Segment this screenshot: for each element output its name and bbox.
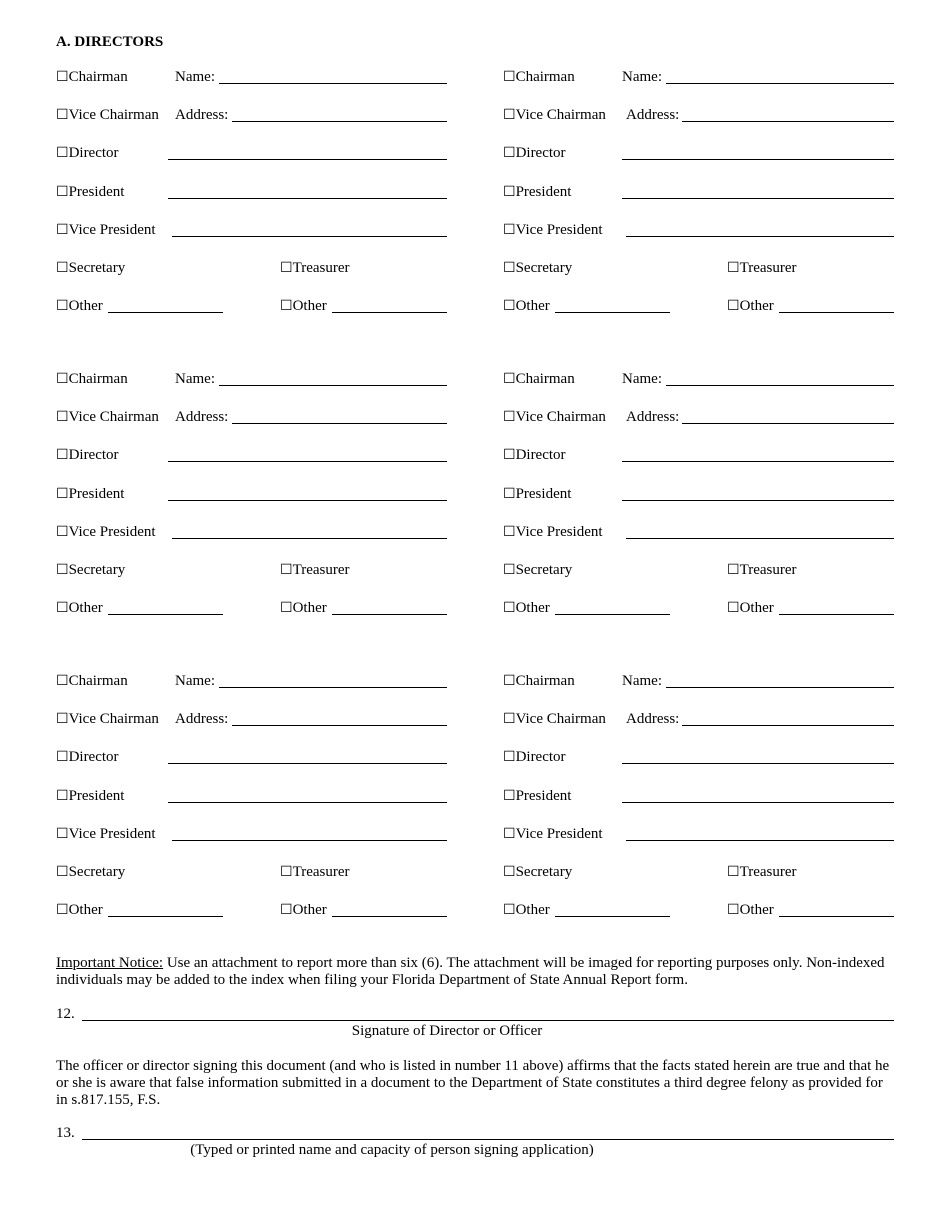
other-row-2 [727,598,774,618]
secretary-label: Secretary [68,864,126,880]
checkbox-icon: ☐ [56,865,69,880]
checkbox-icon: ☐ [503,410,516,425]
director-label: Director [515,145,566,161]
checkbox-icon: ☐ [503,903,516,918]
checkbox-icon: ☐ [56,827,69,842]
chairman-label: Chairman [515,673,575,689]
treasurer-checkbox[interactable] [727,862,797,883]
vice-chairman-label: Vice Chairman [515,409,606,425]
director-checkbox[interactable] [503,143,566,164]
address-line-4[interactable] [172,538,447,539]
vice-chairman-label: Vice Chairman [68,107,159,123]
other-checkbox[interactable] [56,900,103,921]
vice-chairman-label: Vice Chairman [68,409,159,425]
checkbox-icon: ☐ [56,903,69,918]
checkbox-icon: ☐ [280,601,293,616]
other-checkbox[interactable] [503,598,550,619]
name-input-line[interactable] [219,385,447,386]
chairman-checkbox[interactable] [56,67,128,88]
vice-president-checkbox[interactable] [503,824,603,845]
president-label: President [68,184,125,200]
secretary-checkbox[interactable] [56,258,125,279]
checkbox-icon: ☐ [56,410,69,425]
secretary-row [503,560,572,580]
name-input-line[interactable] [666,83,894,84]
name-input-line[interactable] [666,385,894,386]
other-label: Other [515,298,550,314]
checkbox-icon: ☐ [503,70,516,85]
affirmation-text: The officer or director signing this document (and who is listed in number 11 above) affirms that the facts stated herein are true and that he or she is aware that false information submitted in a document to the Department of State constitutes a third degree felony as provided for in s.817.155, F.S. [56,1058,890,1108]
address-label: Address: [626,409,680,425]
printed-name-line[interactable] [82,1139,894,1140]
other-2-label: Other [739,600,774,616]
other-label: Other [68,902,103,918]
checkbox-icon: ☐ [56,448,69,463]
name-input-line[interactable] [666,687,894,688]
director-row [503,747,566,767]
director-block [503,671,894,941]
other-row-2 [280,900,327,920]
director-checkbox[interactable] [503,445,566,466]
checkbox-icon: ☐ [503,108,516,123]
other-2-checkbox[interactable] [280,296,327,317]
secretary-row [56,258,125,278]
chairman-label: Chairman [515,69,575,85]
printed-name-caption: (Typed or printed name and capacity of person signing application) [190,1142,594,1158]
other-row [56,296,103,316]
secretary-row [56,862,125,882]
address-line-3[interactable] [168,198,447,199]
treasurer-row [280,862,350,882]
secretary-row [503,862,572,882]
other-label: Other [515,902,550,918]
vice-chairman-checkbox[interactable] [503,709,606,730]
other-row-2 [280,296,327,316]
other-input-line-2[interactable] [332,916,447,917]
other-row [56,598,103,618]
printed-name-number: 13. [56,1125,75,1141]
important-notice [56,955,896,989]
vice-chairman-label: Vice Chairman [515,107,606,123]
name-label: Name: [622,69,662,85]
checkbox-icon: ☐ [503,448,516,463]
other-input-line[interactable] [108,614,223,615]
vice-president-row [503,522,603,542]
director-row [503,445,566,465]
treasurer-label: Treasurer [292,562,350,578]
notice-heading: Important Notice: [56,955,164,971]
vice-chairman-label: Vice Chairman [68,711,159,727]
address-line-3[interactable] [168,500,447,501]
other-checkbox[interactable] [503,296,550,317]
vice-president-label: Vice President [515,222,603,238]
checkbox-icon: ☐ [56,750,69,765]
treasurer-label: Treasurer [292,260,350,276]
treasurer-checkbox[interactable] [280,258,350,279]
other-input-line-2[interactable] [779,312,894,313]
vice-president-checkbox[interactable] [503,220,603,241]
chairman-checkbox[interactable] [56,671,128,692]
vice-president-row [56,522,156,542]
checkbox-icon: ☐ [503,487,516,502]
other-label: Other [68,298,103,314]
director-checkbox[interactable] [503,747,566,768]
other-input-line-2[interactable] [332,614,447,615]
other-2-checkbox[interactable] [280,900,327,921]
checkbox-icon: ☐ [503,865,516,880]
vice-chairman-checkbox[interactable] [503,407,606,428]
other-2-label: Other [292,298,327,314]
address-line-2[interactable] [622,461,894,462]
vice-chairman-label: Vice Chairman [515,711,606,727]
president-checkbox[interactable] [503,182,571,203]
checkbox-icon: ☐ [503,750,516,765]
treasurer-row [727,258,797,278]
other-row-2 [280,598,327,618]
other-input-line[interactable] [108,916,223,917]
other-label: Other [515,600,550,616]
director-checkbox[interactable] [56,747,119,768]
address-line-4[interactable] [626,236,894,237]
president-row [56,484,124,504]
president-checkbox[interactable] [503,484,571,505]
director-block [56,671,447,941]
secretary-row [56,560,125,580]
president-row [503,786,571,806]
signature-number: 12. [56,1006,75,1022]
checkbox-icon: ☐ [56,261,69,276]
checkbox-icon: ☐ [503,185,516,200]
president-checkbox[interactable] [503,786,571,807]
other-2-checkbox[interactable] [280,598,327,619]
checkbox-icon: ☐ [727,601,740,616]
vice-chairman-checkbox[interactable] [56,709,159,730]
vice-president-label: Vice President [68,222,156,238]
vice-president-label: Vice President [68,524,156,540]
address-line-2[interactable] [168,763,447,764]
vice-chairman-row [56,407,447,427]
other-input-line-2[interactable] [779,614,894,615]
secretary-label: Secretary [515,864,573,880]
treasurer-row [727,862,797,882]
treasurer-label: Treasurer [292,864,350,880]
director-block [56,67,447,337]
chairman-checkbox[interactable] [503,67,575,88]
checkbox-icon: ☐ [503,223,516,238]
secretary-label: Secretary [68,260,126,276]
other-row-2 [727,900,774,920]
other-input-line-2[interactable] [332,312,447,313]
director-checkbox[interactable] [56,143,119,164]
vice-chairman-row [56,105,447,125]
checkbox-icon: ☐ [56,525,69,540]
checkbox-icon: ☐ [503,299,516,314]
checkbox-icon: ☐ [727,299,740,314]
other-2-checkbox[interactable] [727,900,774,921]
checkbox-icon: ☐ [503,674,516,689]
director-label: Director [515,447,566,463]
address-input-line[interactable] [682,725,894,726]
checkbox-icon: ☐ [56,108,69,123]
name-label: Name: [622,673,662,689]
vice-president-row [56,824,156,844]
checkbox-icon: ☐ [503,827,516,842]
secretary-label: Secretary [515,260,573,276]
address-input-line[interactable] [232,725,447,726]
secretary-label: Secretary [68,562,126,578]
checkbox-icon: ☐ [56,372,69,387]
checkbox-icon: ☐ [503,601,516,616]
chairman-row [56,369,447,389]
chairman-checkbox[interactable] [503,369,575,390]
address-label: Address: [175,409,229,425]
vice-chairman-row [503,105,894,125]
vice-president-row [503,220,603,240]
secretary-checkbox[interactable] [503,862,572,883]
checkbox-icon: ☐ [503,146,516,161]
other-checkbox[interactable] [56,296,103,317]
address-input-line[interactable] [232,121,447,122]
president-row [56,786,124,806]
president-label: President [68,788,125,804]
checkbox-icon: ☐ [56,712,69,727]
vice-president-checkbox[interactable] [56,220,156,241]
president-label: President [515,486,572,502]
president-label: President [68,486,125,502]
secretary-checkbox[interactable] [56,560,125,581]
director-label: Director [515,749,566,765]
checkbox-icon: ☐ [503,789,516,804]
notice-text: Use an attachment to report more than six (6). The attachment will be imaged for reporting purposes only. Non-indexed individuals may be added to the index when filing your Florida Department of State Annual Report form. [56,955,885,988]
treasurer-row [727,560,797,580]
vice-president-checkbox[interactable] [56,522,156,543]
treasurer-checkbox[interactable] [727,258,797,279]
vice-president-checkbox[interactable] [56,824,156,845]
checkbox-icon: ☐ [56,146,69,161]
chairman-label: Chairman [68,371,128,387]
checkbox-icon: ☐ [280,261,293,276]
name-input-line[interactable] [219,687,447,688]
address-line-2[interactable] [622,763,894,764]
other-checkbox[interactable] [503,900,550,921]
address-label: Address: [175,711,229,727]
address-line-4[interactable] [172,236,447,237]
treasurer-label: Treasurer [739,864,797,880]
checkbox-icon: ☐ [56,789,69,804]
other-label: Other [68,600,103,616]
treasurer-checkbox[interactable] [727,560,797,581]
address-line-2[interactable] [168,461,447,462]
treasurer-label: Treasurer [739,260,797,276]
chairman-row [56,67,447,87]
other-2-label: Other [739,902,774,918]
vice-president-label: Vice President [515,826,603,842]
treasurer-checkbox[interactable] [280,862,350,883]
director-label: Director [68,145,119,161]
secretary-row [503,258,572,278]
chairman-checkbox[interactable] [56,369,128,390]
checkbox-icon: ☐ [503,261,516,276]
checkbox-icon: ☐ [727,261,740,276]
secretary-label: Secretary [515,562,573,578]
vice-chairman-checkbox[interactable] [503,105,606,126]
address-input-line[interactable] [682,121,894,122]
director-row [56,143,119,163]
vice-chairman-row [503,407,894,427]
name-label: Name: [175,371,215,387]
treasurer-label: Treasurer [739,562,797,578]
vice-president-label: Vice President [515,524,603,540]
other-input-line[interactable] [555,916,670,917]
address-line-3[interactable] [622,198,894,199]
other-2-label: Other [739,298,774,314]
other-input-line-2[interactable] [779,916,894,917]
director-label: Director [68,749,119,765]
director-block [503,369,894,639]
president-row [503,484,571,504]
chairman-row [503,369,894,389]
other-row [503,296,550,316]
vice-chairman-checkbox[interactable] [56,105,159,126]
address-line-4[interactable] [626,538,894,539]
treasurer-checkbox[interactable] [280,560,350,581]
other-2-checkbox[interactable] [727,296,774,317]
address-input-line[interactable] [682,423,894,424]
president-label: President [515,184,572,200]
section-title: A. DIRECTORS [56,34,164,50]
vice-president-checkbox[interactable] [503,522,603,543]
treasurer-row [280,258,350,278]
checkbox-icon: ☐ [503,372,516,387]
vice-president-label: Vice President [68,826,156,842]
checkbox-icon: ☐ [56,299,69,314]
checkbox-icon: ☐ [56,185,69,200]
checkbox-icon: ☐ [56,563,69,578]
checkbox-icon: ☐ [56,223,69,238]
other-row [503,900,550,920]
chairman-row [503,67,894,87]
address-line-3[interactable] [622,802,894,803]
chairman-label: Chairman [515,371,575,387]
chairman-row [503,671,894,691]
director-row [503,143,566,163]
chairman-label: Chairman [68,673,128,689]
name-label: Name: [622,371,662,387]
other-input-line[interactable] [555,614,670,615]
other-input-line[interactable] [555,312,670,313]
vice-president-row [56,220,156,240]
secretary-checkbox[interactable] [503,560,572,581]
address-label: Address: [175,107,229,123]
other-2-checkbox[interactable] [727,598,774,619]
checkbox-icon: ☐ [280,563,293,578]
other-row [56,900,103,920]
treasurer-row [280,560,350,580]
vice-chairman-checkbox[interactable] [56,407,159,428]
other-checkbox[interactable] [56,598,103,619]
checkbox-icon: ☐ [56,487,69,502]
address-line-3[interactable] [168,802,447,803]
director-checkbox[interactable] [56,445,119,466]
checkbox-icon: ☐ [503,563,516,578]
checkbox-icon: ☐ [727,563,740,578]
vice-chairman-row [503,709,894,729]
secretary-checkbox[interactable] [503,258,572,279]
director-row [56,445,119,465]
address-line-3[interactable] [622,500,894,501]
checkbox-icon: ☐ [280,299,293,314]
checkbox-icon: ☐ [503,525,516,540]
other-input-line[interactable] [108,312,223,313]
address-line-2[interactable] [622,159,894,160]
signature-caption: Signature of Director or Officer [351,1023,543,1039]
president-label: President [515,788,572,804]
director-row [56,747,119,767]
address-label: Address: [626,107,680,123]
secretary-checkbox[interactable] [56,862,125,883]
vice-president-row [503,824,603,844]
president-checkbox[interactable] [56,484,124,505]
address-line-4[interactable] [626,840,894,841]
chairman-label: Chairman [68,69,128,85]
other-2-label: Other [292,600,327,616]
name-label: Name: [175,69,215,85]
name-input-line[interactable] [219,83,447,84]
director-label: Director [68,447,119,463]
address-label: Address: [626,711,680,727]
checkbox-icon: ☐ [56,70,69,85]
name-label: Name: [175,673,215,689]
checkbox-icon: ☐ [727,865,740,880]
other-row-2 [727,296,774,316]
president-row [56,182,124,202]
other-row [503,598,550,618]
president-checkbox[interactable] [56,182,124,203]
signature-line[interactable] [82,1020,894,1021]
president-row [503,182,571,202]
address-line-2[interactable] [168,159,447,160]
chairman-row [56,671,447,691]
checkbox-icon: ☐ [280,865,293,880]
chairman-checkbox[interactable] [503,671,575,692]
vice-chairman-row [56,709,447,729]
president-checkbox[interactable] [56,786,124,807]
director-block [503,67,894,337]
address-line-4[interactable] [172,840,447,841]
checkbox-icon: ☐ [56,674,69,689]
other-2-label: Other [292,902,327,918]
director-block [56,369,447,639]
checkbox-icon: ☐ [280,903,293,918]
checkbox-icon: ☐ [727,903,740,918]
address-input-line[interactable] [232,423,447,424]
checkbox-icon: ☐ [503,712,516,727]
checkbox-icon: ☐ [56,601,69,616]
